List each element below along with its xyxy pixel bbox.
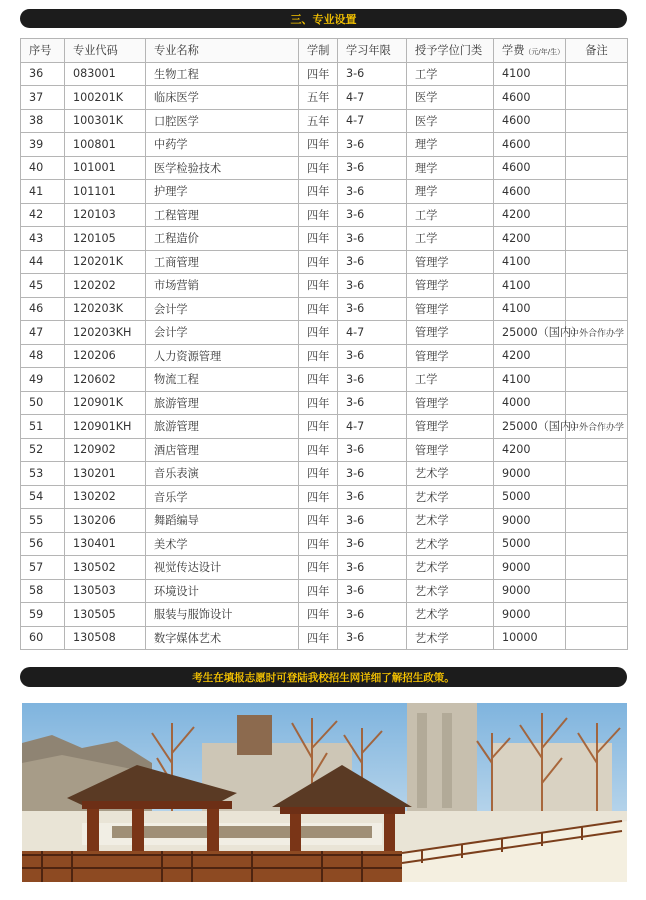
cell-code: 130503 (65, 579, 146, 603)
cell-duration: 3-6 (338, 509, 407, 533)
cell-fee: 4100 (494, 62, 566, 86)
cell-name: 酒店管理 (146, 438, 299, 462)
cell-degree: 管理学 (407, 297, 494, 321)
cell-code: 100301K (65, 109, 146, 133)
cell-name: 生物工程 (146, 62, 299, 86)
table-row (21, 415, 628, 439)
cell-remark (566, 344, 628, 368)
cell-years: 四年 (299, 438, 338, 462)
cell-years: 五年 (299, 109, 338, 133)
cell-fee: 4600 (494, 133, 566, 157)
table-row (21, 133, 628, 157)
cell-years: 四年 (299, 579, 338, 603)
cell-duration: 3-6 (338, 250, 407, 274)
header-name: 专业名称 (146, 39, 299, 63)
cell-no: 48 (21, 344, 65, 368)
cell-years: 四年 (299, 368, 338, 392)
cell-years: 四年 (299, 391, 338, 415)
cell-years: 四年 (299, 603, 338, 627)
cell-name: 舞蹈编导 (146, 509, 299, 533)
cell-remark: 中外合作办学 (566, 321, 628, 345)
cell-fee: 4100 (494, 250, 566, 274)
cell-name: 音乐表演 (146, 462, 299, 486)
cell-name: 视觉传达设计 (146, 556, 299, 580)
majors-table (20, 38, 628, 650)
cell-name: 会计学 (146, 321, 299, 345)
cell-no: 57 (21, 556, 65, 580)
cell-no: 53 (21, 462, 65, 486)
cell-duration: 3-6 (338, 438, 407, 462)
cell-remark (566, 603, 628, 627)
table-row (21, 556, 628, 580)
cell-degree: 管理学 (407, 321, 494, 345)
cell-code: 120105 (65, 227, 146, 251)
cell-years: 四年 (299, 485, 338, 509)
cell-years: 四年 (299, 227, 338, 251)
cell-no: 37 (21, 86, 65, 110)
cell-degree: 理学 (407, 180, 494, 204)
cell-remark (566, 227, 628, 251)
cell-years: 四年 (299, 626, 338, 650)
cell-degree: 管理学 (407, 438, 494, 462)
cell-fee: 4600 (494, 109, 566, 133)
table-row (21, 509, 628, 533)
cell-fee: 4100 (494, 297, 566, 321)
cell-remark (566, 133, 628, 157)
cell-duration: 3-6 (338, 62, 407, 86)
cell-remark (566, 203, 628, 227)
cell-fee: 4200 (494, 438, 566, 462)
cell-degree: 管理学 (407, 391, 494, 415)
cell-degree: 管理学 (407, 415, 494, 439)
cell-code: 120901K (65, 391, 146, 415)
cell-code: 120901KH (65, 415, 146, 439)
cell-remark (566, 579, 628, 603)
cell-code: 130202 (65, 485, 146, 509)
table-row (21, 603, 628, 627)
table-row (21, 62, 628, 86)
cell-no: 50 (21, 391, 65, 415)
cell-duration: 3-6 (338, 297, 407, 321)
cell-remark (566, 438, 628, 462)
cell-no: 36 (21, 62, 65, 86)
cell-no: 45 (21, 274, 65, 298)
table-row (21, 391, 628, 415)
cell-fee: 25000（国内） (494, 415, 566, 439)
cell-degree: 医学 (407, 109, 494, 133)
cell-remark (566, 368, 628, 392)
header-degree: 授予学位门类 (407, 39, 494, 63)
cell-degree: 艺术学 (407, 485, 494, 509)
cell-remark (566, 180, 628, 204)
cell-degree: 管理学 (407, 250, 494, 274)
cell-fee: 4600 (494, 156, 566, 180)
cell-code: 130201 (65, 462, 146, 486)
cell-duration: 3-6 (338, 156, 407, 180)
table-row (21, 626, 628, 650)
cell-no: 41 (21, 180, 65, 204)
cell-years: 四年 (299, 180, 338, 204)
cell-fee: 4200 (494, 344, 566, 368)
cell-name: 美术学 (146, 532, 299, 556)
cell-duration: 4-7 (338, 86, 407, 110)
notice-banner (20, 667, 627, 687)
cell-fee: 5000 (494, 485, 566, 509)
cell-code: 130206 (65, 509, 146, 533)
cell-degree: 工学 (407, 227, 494, 251)
cell-name: 物流工程 (146, 368, 299, 392)
cell-no: 40 (21, 156, 65, 180)
cell-remark (566, 556, 628, 580)
cell-degree: 工学 (407, 62, 494, 86)
cell-remark (566, 462, 628, 486)
cell-years: 四年 (299, 532, 338, 556)
header-no: 序号 (21, 39, 65, 63)
cell-duration: 3-6 (338, 462, 407, 486)
cell-no: 46 (21, 297, 65, 321)
campus-photo (22, 703, 627, 882)
cell-degree: 医学 (407, 86, 494, 110)
cell-duration: 3-6 (338, 180, 407, 204)
cell-name: 中药学 (146, 133, 299, 157)
cell-no: 47 (21, 321, 65, 345)
cell-name: 工程管理 (146, 203, 299, 227)
cell-code: 101001 (65, 156, 146, 180)
table-row (21, 462, 628, 486)
table-row (21, 579, 628, 603)
cell-fee: 9000 (494, 603, 566, 627)
cell-remark (566, 86, 628, 110)
table-row (21, 86, 628, 110)
cell-years: 四年 (299, 133, 338, 157)
cell-years: 四年 (299, 156, 338, 180)
cell-years: 四年 (299, 297, 338, 321)
cell-no: 60 (21, 626, 65, 650)
cell-no: 39 (21, 133, 65, 157)
cell-code: 120103 (65, 203, 146, 227)
cell-remark (566, 250, 628, 274)
table-header-row (21, 39, 628, 63)
cell-duration: 3-6 (338, 368, 407, 392)
header-years: 学制 (299, 39, 338, 63)
cell-no: 55 (21, 509, 65, 533)
table-row (21, 274, 628, 298)
cell-name: 医学检验技术 (146, 156, 299, 180)
cell-no: 43 (21, 227, 65, 251)
cell-years: 四年 (299, 509, 338, 533)
cell-years: 四年 (299, 344, 338, 368)
cell-duration: 3-6 (338, 485, 407, 509)
cell-code: 130508 (65, 626, 146, 650)
cell-remark: 中外合作办学 (566, 415, 628, 439)
cell-name: 临床医学 (146, 86, 299, 110)
cell-degree: 艺术学 (407, 626, 494, 650)
cell-duration: 3-6 (338, 344, 407, 368)
table-row (21, 109, 628, 133)
table-row (21, 250, 628, 274)
table-row (21, 180, 628, 204)
cell-code: 100201K (65, 86, 146, 110)
cell-years: 四年 (299, 203, 338, 227)
cell-remark (566, 509, 628, 533)
cell-fee: 5000 (494, 532, 566, 556)
cell-duration: 3-6 (338, 133, 407, 157)
cell-code: 130505 (65, 603, 146, 627)
cell-years: 四年 (299, 321, 338, 345)
cell-no: 38 (21, 109, 65, 133)
cell-duration: 3-6 (338, 626, 407, 650)
cell-name: 旅游管理 (146, 415, 299, 439)
cell-duration: 3-6 (338, 556, 407, 580)
cell-name: 市场营销 (146, 274, 299, 298)
cell-remark (566, 156, 628, 180)
table-row (21, 297, 628, 321)
cell-years: 四年 (299, 250, 338, 274)
cell-duration: 3-6 (338, 203, 407, 227)
header-fee (494, 39, 566, 63)
cell-fee: 9000 (494, 556, 566, 580)
cell-degree: 管理学 (407, 344, 494, 368)
cell-code: 120203K (65, 297, 146, 321)
table-row (21, 203, 628, 227)
cell-duration: 3-6 (338, 579, 407, 603)
cell-code: 120902 (65, 438, 146, 462)
cell-degree: 理学 (407, 133, 494, 157)
cell-fee: 4200 (494, 203, 566, 227)
cell-degree: 艺术学 (407, 462, 494, 486)
cell-name: 环境设计 (146, 579, 299, 603)
cell-remark (566, 532, 628, 556)
cell-degree: 艺术学 (407, 579, 494, 603)
cell-years: 四年 (299, 415, 338, 439)
cell-years: 五年 (299, 86, 338, 110)
section-title: 三、专业设置 (290, 12, 357, 26)
cell-remark (566, 109, 628, 133)
cell-code: 120201K (65, 250, 146, 274)
table-row (21, 344, 628, 368)
cell-remark (566, 485, 628, 509)
cell-no: 51 (21, 415, 65, 439)
cell-years: 四年 (299, 62, 338, 86)
cell-duration: 4-7 (338, 415, 407, 439)
cell-name: 音乐学 (146, 485, 299, 509)
cell-fee: 9000 (494, 579, 566, 603)
cell-no: 44 (21, 250, 65, 274)
cell-code: 120206 (65, 344, 146, 368)
cell-degree: 工学 (407, 203, 494, 227)
cell-duration: 3-6 (338, 603, 407, 627)
table-row (21, 227, 628, 251)
section-title-banner (20, 9, 627, 28)
cell-fee: 9000 (494, 509, 566, 533)
cell-name: 工程造价 (146, 227, 299, 251)
cell-name: 护理学 (146, 180, 299, 204)
cell-degree: 艺术学 (407, 603, 494, 627)
cell-fee: 4100 (494, 368, 566, 392)
cell-fee: 4600 (494, 86, 566, 110)
header-code: 专业代码 (65, 39, 146, 63)
cell-fee: 4000 (494, 391, 566, 415)
table-row (21, 532, 628, 556)
cell-remark (566, 626, 628, 650)
header-remark: 备注 (566, 39, 628, 63)
cell-fee: 4200 (494, 227, 566, 251)
cell-duration: 3-6 (338, 532, 407, 556)
cell-degree: 艺术学 (407, 509, 494, 533)
cell-remark (566, 391, 628, 415)
cell-name: 旅游管理 (146, 391, 299, 415)
table-row (21, 438, 628, 462)
cell-duration: 3-6 (338, 391, 407, 415)
table-row (21, 321, 628, 345)
cell-duration: 4-7 (338, 109, 407, 133)
cell-duration: 3-6 (338, 274, 407, 298)
cell-degree: 管理学 (407, 274, 494, 298)
cell-degree: 艺术学 (407, 556, 494, 580)
cell-fee: 25000（国内） (494, 321, 566, 345)
cell-code: 120602 (65, 368, 146, 392)
notice-text: 考生在填报志愿时可登陆我校招生网详细了解招生政策。 (192, 671, 455, 684)
cell-years: 四年 (299, 556, 338, 580)
cell-degree: 艺术学 (407, 532, 494, 556)
cell-remark (566, 274, 628, 298)
cell-code: 100801 (65, 133, 146, 157)
cell-name: 人力资源管理 (146, 344, 299, 368)
cell-duration: 4-7 (338, 321, 407, 345)
cell-name: 会计学 (146, 297, 299, 321)
cell-fee: 9000 (494, 462, 566, 486)
cell-code: 083001 (65, 62, 146, 86)
cell-no: 59 (21, 603, 65, 627)
table-row (21, 485, 628, 509)
cell-no: 42 (21, 203, 65, 227)
cell-name: 服装与服饰设计 (146, 603, 299, 627)
cell-degree: 理学 (407, 156, 494, 180)
cell-fee: 10000 (494, 626, 566, 650)
cell-name: 工商管理 (146, 250, 299, 274)
cell-no: 54 (21, 485, 65, 509)
cell-degree: 工学 (407, 368, 494, 392)
cell-code: 120203KH (65, 321, 146, 345)
cell-no: 52 (21, 438, 65, 462)
cell-no: 58 (21, 579, 65, 603)
header-fee-label: 学费 (502, 44, 525, 58)
cell-name: 口腔医学 (146, 109, 299, 133)
cell-years: 四年 (299, 462, 338, 486)
table-row (21, 368, 628, 392)
cell-code: 130502 (65, 556, 146, 580)
campus-pavilions-illustration (22, 703, 627, 882)
cell-no: 56 (21, 532, 65, 556)
cell-name: 数字媒体艺术 (146, 626, 299, 650)
header-duration: 学习年限 (338, 39, 407, 63)
cell-no: 49 (21, 368, 65, 392)
table-row (21, 156, 628, 180)
cell-fee: 4100 (494, 274, 566, 298)
cell-fee: 4600 (494, 180, 566, 204)
cell-remark (566, 62, 628, 86)
cell-code: 120202 (65, 274, 146, 298)
cell-years: 四年 (299, 274, 338, 298)
header-fee-unit: （元/年/生） (524, 48, 565, 57)
cell-remark (566, 297, 628, 321)
cell-code: 101101 (65, 180, 146, 204)
cell-code: 130401 (65, 532, 146, 556)
cell-duration: 3-6 (338, 227, 407, 251)
